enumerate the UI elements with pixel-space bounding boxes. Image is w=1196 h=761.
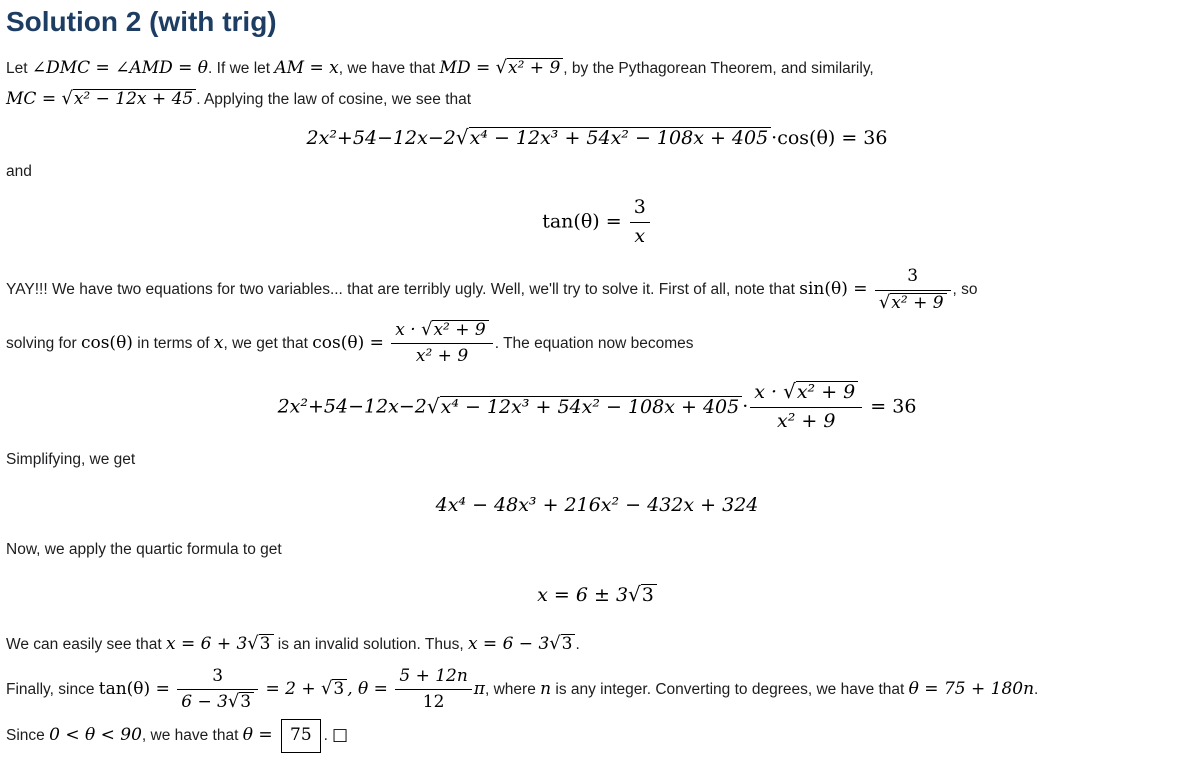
math-run: , θ = (347, 678, 394, 699)
math-run: sin(θ) = (799, 279, 873, 300)
math-run: θ = (242, 725, 278, 746)
fraction-denominator: x² + 9 (415, 346, 469, 367)
math-run: cos(θ) (80, 332, 133, 353)
fraction (391, 320, 492, 368)
fraction-numerator: 3 (630, 196, 650, 223)
sqrt-expression (496, 58, 564, 79)
math-run: tan(θ) = (98, 678, 176, 699)
text-run: Simplifying, we get (6, 450, 136, 468)
text-run: solving for (6, 334, 81, 352)
text-run: Let (6, 60, 32, 77)
fraction-numerator: 5 + 12n (395, 666, 471, 690)
radicand: x⁴ − 12x³ + 54x² − 108x + 405 (440, 396, 743, 419)
sqrt-expression (879, 293, 947, 314)
radicand: x² − 12x + 45 (73, 89, 196, 110)
radicand: x² + 9 (796, 381, 858, 404)
text-run: , we get that (223, 334, 313, 352)
radicand: x² + 9 (507, 58, 563, 79)
radicand: 3 (332, 679, 347, 700)
radicand: x² + 9 (432, 320, 488, 341)
math-run: MD = (439, 58, 496, 78)
sqrt-expression (228, 692, 254, 713)
math-run: ∠DMC = ∠AMD = θ (31, 58, 209, 78)
display-equation-quartic (6, 494, 1188, 516)
fraction-denominator (177, 690, 258, 713)
radical-icon: √ (247, 632, 259, 654)
sqrt-expression (456, 127, 771, 150)
radical-icon: √ (783, 379, 796, 404)
paragraph-invalid-solution (6, 629, 1188, 660)
text-run: . (575, 635, 580, 653)
math-run: 2x²+54−12x−2 (277, 395, 427, 418)
math-run: cos(θ) = (312, 332, 390, 353)
text-run: , so (952, 281, 978, 299)
paragraph-finally (6, 666, 1188, 714)
math-run: x = 6 − 3 (467, 633, 550, 654)
math-run: x (213, 332, 224, 353)
radical-icon: √ (495, 57, 507, 78)
radicand: 3 (641, 584, 657, 607)
text-run: is any integer. Converting to degrees, we have that (551, 680, 909, 698)
paragraph-intro (6, 53, 1188, 115)
math-run: x = 6 ± 3 (537, 583, 629, 606)
fraction-numerator: 3 (177, 666, 258, 690)
text-run: Since (6, 727, 50, 745)
radical-icon: √ (227, 690, 240, 712)
display-equation-law-of-cosine (6, 127, 1188, 150)
fraction (177, 666, 258, 714)
fraction (750, 381, 862, 434)
radicand: x² + 9 (890, 293, 946, 314)
math-run: θ = 75 + 180n (908, 678, 1035, 699)
math-run: 4x⁴ − 48x³ + 216x² − 432x + 324 (435, 493, 759, 516)
qed-square-icon: □ (331, 725, 349, 746)
fraction (875, 266, 951, 314)
math-run: 2x²+54−12x−2 (306, 127, 456, 149)
text-run: . (323, 727, 328, 745)
text-run: , we have that (338, 60, 440, 77)
fraction-denominator (875, 291, 951, 314)
text-run: Finally, since (6, 680, 99, 698)
math-run: n (540, 678, 552, 699)
radical-icon: √ (628, 581, 641, 606)
page-title: Solution 2 (with trig) (6, 6, 277, 37)
fraction-numerator (750, 381, 862, 408)
math-run: x · (395, 319, 422, 340)
sqrt-expression (421, 320, 489, 341)
sqrt-expression (426, 393, 742, 419)
paragraph-quartic-formula (6, 538, 1188, 562)
radicand: x⁴ − 12x³ + 54x² − 108x + 405 (469, 127, 772, 150)
display-equation-tan (6, 196, 1188, 249)
math-run: = 2 + (260, 678, 322, 699)
radical-icon: √ (321, 677, 333, 699)
sqrt-expression (628, 581, 657, 607)
text-run: , we have that (141, 727, 243, 745)
text-run: Now, we apply the quartic formula to get (6, 540, 282, 558)
sqrt-expression (783, 381, 858, 404)
paragraph-answer (6, 719, 1188, 753)
math-run: tan(θ) = (542, 210, 628, 233)
radical-icon: √ (421, 318, 433, 340)
radical-icon: √ (61, 88, 73, 109)
math-run: MC = (6, 89, 62, 109)
radicand: 3 (239, 692, 254, 713)
radical-icon: √ (878, 291, 891, 313)
math-run: ·cos(θ) = 36 (771, 127, 888, 149)
math-run: x · (754, 381, 784, 404)
radical-icon: √ (455, 125, 469, 149)
math-run: · (742, 395, 749, 418)
math-run: 0 < θ < 90 (49, 725, 142, 746)
display-equation-substituted (6, 381, 1188, 434)
math-run: 6 − 3 (181, 691, 228, 712)
fraction-numerator (391, 320, 492, 344)
text-run: . (1034, 680, 1039, 698)
fraction-denominator: x² + 9 (777, 410, 836, 433)
fraction (630, 196, 650, 249)
paragraph-simplifying (6, 448, 1188, 472)
text-run: . Applying the law of cosine, we see that (196, 91, 472, 108)
text-run: in terms of (132, 334, 214, 352)
radical-icon: √ (426, 393, 440, 418)
sqrt-expression (61, 89, 196, 110)
text-run: is an invalid solution. Thus, (273, 635, 468, 653)
math-run: x = 6 + 3 (165, 633, 248, 654)
text-run: . The equation now becomes (494, 334, 694, 352)
fraction-numerator: 3 (875, 266, 951, 290)
paragraph-solving (6, 320, 1188, 368)
math-run: π (473, 678, 485, 699)
radicand: 3 (259, 634, 274, 655)
radicand: 3 (561, 634, 576, 655)
text-run: and (6, 162, 32, 180)
math-run: = 36 (864, 395, 917, 418)
sqrt-expression (549, 634, 575, 655)
text-run: We can easily see that (6, 635, 166, 653)
sqrt-expression (321, 679, 347, 700)
sqrt-expression (247, 634, 273, 655)
fraction-denominator: x (634, 224, 646, 247)
display-equation-roots (6, 581, 1188, 607)
boxed-answer: 75 (281, 719, 321, 753)
text-run: YAY!!! We have two equations for two variables... that are terribly ugly. Well, we'll try to solve it. First of all, note that (6, 281, 800, 299)
solution-document (6, 6, 1188, 753)
text-run: . If we let (208, 60, 275, 77)
fraction (395, 666, 471, 714)
paragraph-and (6, 160, 1188, 184)
fraction-denominator: 12 (422, 691, 445, 712)
math-run: AM = x (274, 58, 339, 78)
paragraph-yay (6, 266, 1188, 314)
text-run: , by the Pythagorean Theorem, and similarily, (563, 60, 874, 77)
radical-icon: √ (549, 632, 561, 654)
text-run: , where (484, 680, 541, 698)
